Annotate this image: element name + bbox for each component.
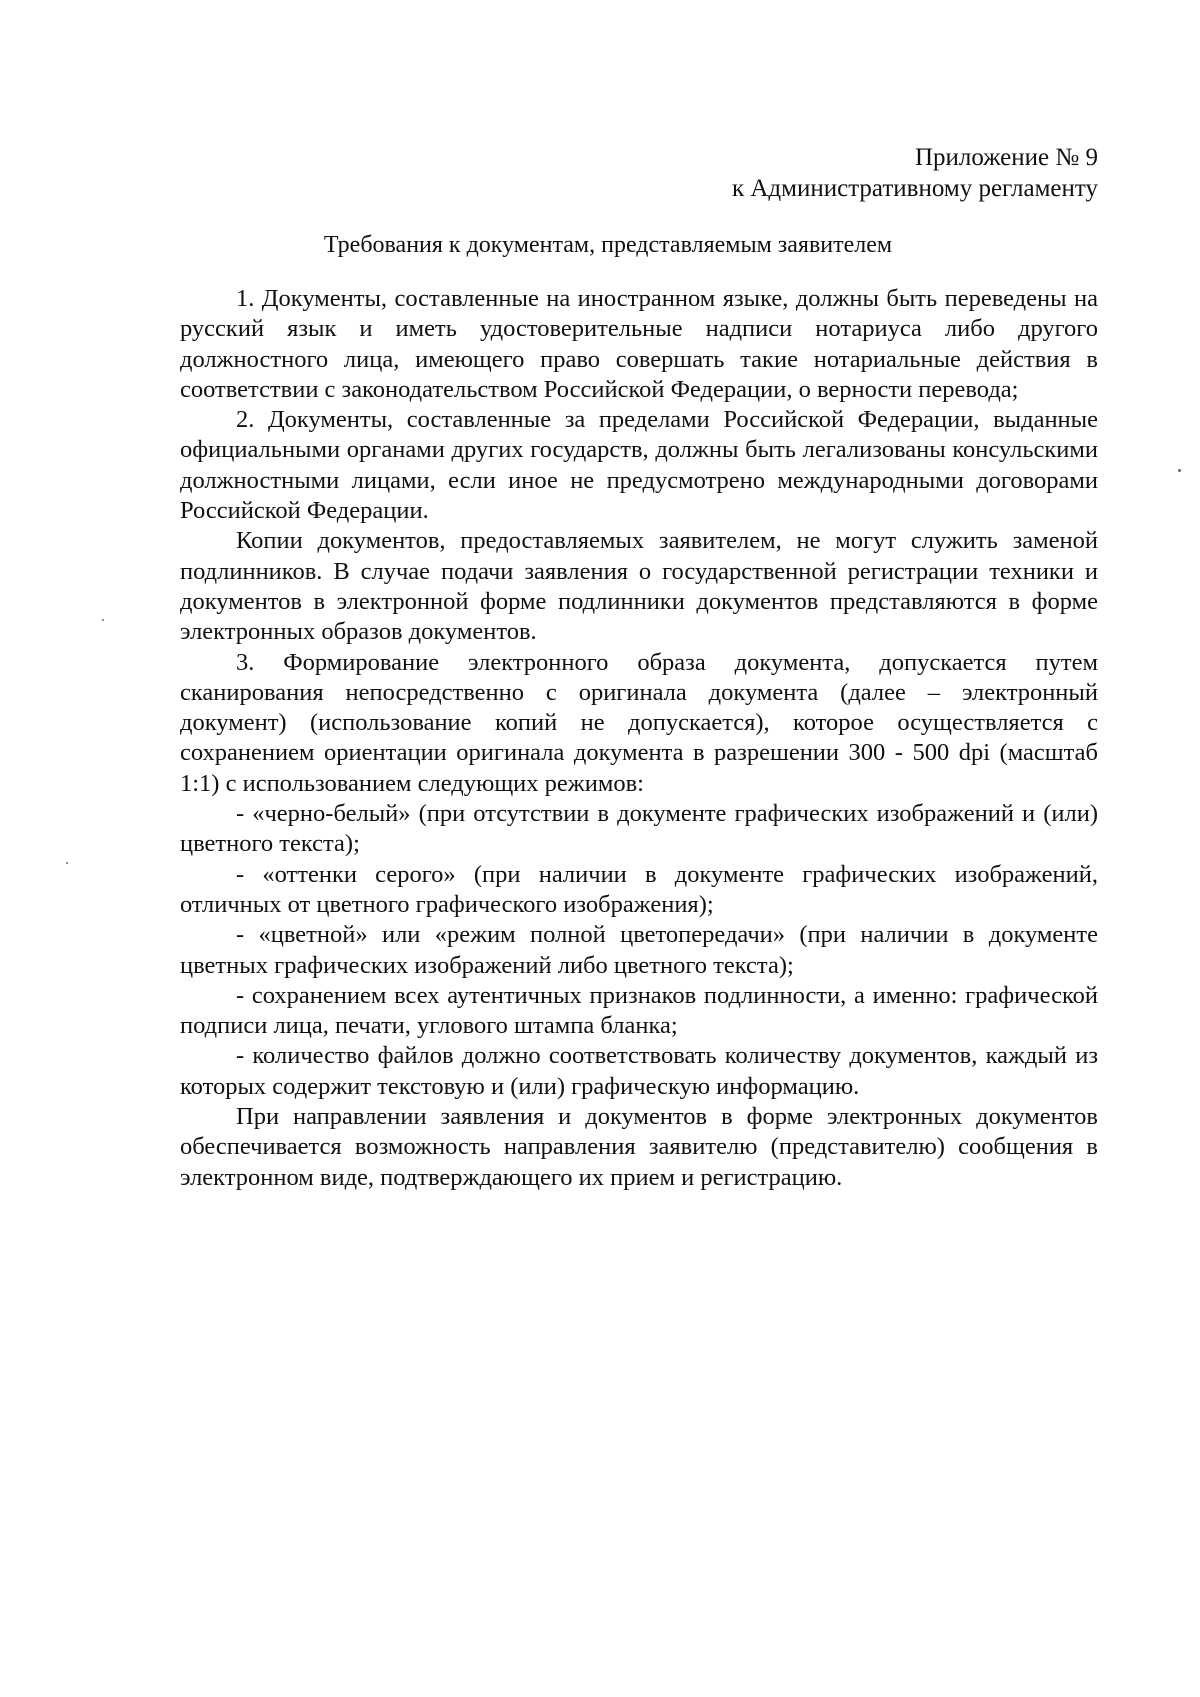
- paragraph-4: 3. Формирование электронного образа документа, допускается путем сканирования непосредственно с оригинала документа (далее – электронный документ) (использование копий не допускается), которое осуществляется с сохранением ориентации оригинала документа в разрешении 300 - 500 dpi (масштаб 1:1) с использованием следующих режимов:: [180, 648, 1098, 797]
- scan-speck: [66, 862, 68, 864]
- paragraph-1: 1. Документы, составленные на иностранном языке, должны быть переведены на русский язык и иметь удостоверительные надписи нотариуса либо другого должностного лица, имеющего право совершать такие нотариальные действия в соответствии с законодательством Российской Федерации, о верности перевода;: [180, 285, 1098, 403]
- scan-speck: [102, 619, 104, 621]
- paragraph-5: - «черно-белый» (при отсутствии в документе графических изображений и (или) цветного текста);: [180, 800, 1098, 858]
- attachment-number: Приложение № 9: [914, 144, 1098, 171]
- paragraph-9: - количество файлов должно соответствовать количеству документов, каждый из которых содержит текстовую и (или) графическую информацию.: [180, 1042, 1098, 1100]
- paragraph-7: - «цветной» или «режим полной цветопередачи» (при наличии в документе цветных графических изображений либо цветного текста);: [180, 921, 1098, 979]
- paragraph-8: - сохранением всех аутентичных признаков подлинности, а именно: графической подписи лица, печати, углового штампа бланка;: [180, 981, 1098, 1040]
- paragraph-3: Копии документов, предоставляемых заявителем, не могут служить заменой подлинников. В случае подачи заявления о государственной регистрации техники и документов в электронной форме подлинники документов представляются в форме электронных образов документов.: [180, 527, 1098, 646]
- scan-speck: [1178, 469, 1181, 472]
- paragraph-2: 2. Документы, составленные за пределами Российской Федерации, выданные официальными органами других государств, должны быть легализованы консульскими должностными лицами, если иное не предусмотрено международными договорами Российской Федерации.: [180, 406, 1098, 525]
- document-title: Требования к документам, представляемым заявителем: [323, 232, 893, 258]
- attachment-header: [732, 142, 1098, 204]
- attachment-reference: к Административному регламенту: [731, 175, 1098, 202]
- paragraph-10: При направлении заявления и документов в форме электронных документов обеспечивается возможность направления заявителю (представителю) сообщения в электронном виде, подтверждающего их прием и регистрацию.: [180, 1103, 1098, 1191]
- document-body: [180, 284, 1098, 1193]
- paragraph-6: - «оттенки серого» (при наличии в документе графических изображений, отличных от цветного графического изображения);: [180, 860, 1098, 918]
